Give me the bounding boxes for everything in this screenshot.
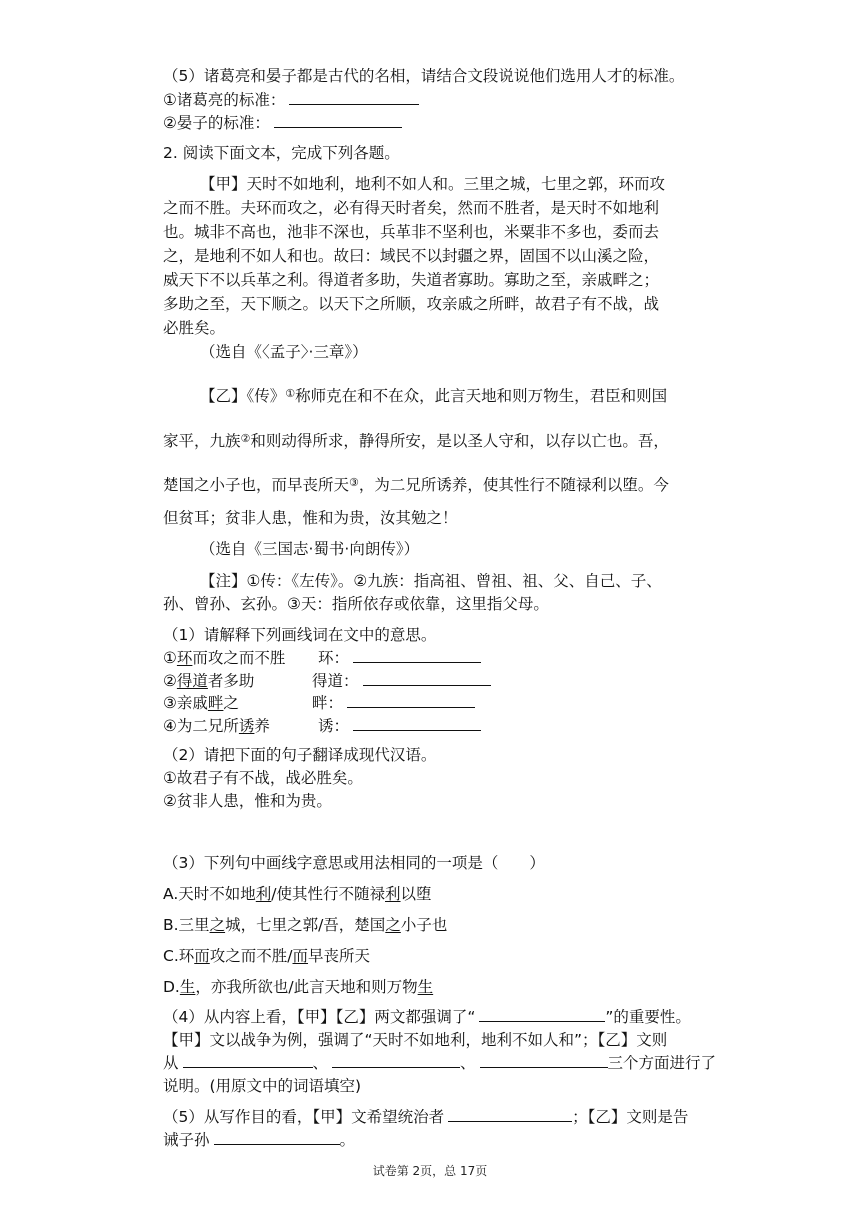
option-text: 早丧所天 bbox=[308, 947, 371, 965]
option-text: A.天时不如地 bbox=[163, 885, 256, 903]
s4-line-4: 说明。(用原文中的词语填空) bbox=[163, 1077, 362, 1095]
s1-item bbox=[163, 692, 239, 714]
s3-option-b[interactable] bbox=[163, 914, 447, 936]
yi-text: 楚国之小子也，而早丧所天 bbox=[163, 476, 350, 494]
s5-line-2 bbox=[163, 1129, 355, 1151]
answer-blank[interactable] bbox=[214, 1130, 340, 1145]
item-text: ① bbox=[163, 649, 177, 667]
s1-item bbox=[163, 715, 270, 737]
s3-option-c[interactable] bbox=[163, 945, 370, 967]
item-text: 者多助 bbox=[207, 672, 255, 690]
page-footer: 试卷第 2页，总 17页 bbox=[372, 1164, 488, 1178]
answer-blank[interactable] bbox=[332, 1053, 460, 1068]
yi-line-3 bbox=[163, 474, 669, 498]
answer-blank[interactable] bbox=[183, 1053, 313, 1068]
q1-5-line-b bbox=[163, 112, 402, 134]
jia-line: 也。城非不高也，池非不深也，兵革非不坚利也，米粟非不多也，委而去 bbox=[163, 223, 660, 241]
underlined-word: 诱 bbox=[238, 717, 255, 735]
s3-option-a[interactable] bbox=[163, 883, 432, 905]
s5-text: （5）从写作目的看，【甲】文希望统治者 bbox=[163, 1108, 445, 1126]
term-label: 诱： bbox=[318, 717, 350, 735]
s3-option-d[interactable] bbox=[163, 976, 433, 998]
s4-text: 、 bbox=[460, 1054, 476, 1072]
footnote-marker: ③ bbox=[349, 476, 359, 489]
option-text: 城，七里之郭/吾，楚国 bbox=[225, 916, 386, 934]
answer-blank[interactable] bbox=[289, 90, 419, 105]
underlined-word: 畔 bbox=[207, 694, 224, 712]
jia-line: 多助之至，天下顺之。以天下之所顺，攻亲戚之所畔，故君子有不战，战 bbox=[163, 295, 660, 313]
option-text: B.三里 bbox=[163, 916, 210, 934]
option-text: /使其性行不随禄 bbox=[271, 885, 386, 903]
s4-text: （4）从内容上看，【甲】【乙】两文都强调了“ bbox=[163, 1008, 476, 1026]
yi-text: 家平，九族 bbox=[163, 432, 241, 450]
underlined-word: 环 bbox=[176, 649, 193, 667]
q2-heading: 2. 阅读下面文本，完成下列各题。 bbox=[163, 144, 400, 162]
option-text: C.环 bbox=[163, 947, 195, 965]
item-text: ④为二兄所 bbox=[163, 717, 239, 735]
item-text: ③亲戚 bbox=[163, 694, 208, 712]
item-text: ② bbox=[163, 672, 177, 690]
term-label: 畔： bbox=[312, 694, 344, 712]
s1-term bbox=[318, 715, 481, 737]
option-text: 以堕 bbox=[400, 885, 432, 903]
s1-term bbox=[312, 670, 491, 692]
footnote-marker: ① bbox=[285, 387, 296, 400]
answer-blank[interactable] bbox=[353, 648, 481, 663]
jia-line: 【甲】天时不如地利，地利不如人和。三里之城，七里之郭，环而攻 bbox=[200, 175, 666, 193]
yi-text: 【乙】《传》 bbox=[200, 387, 286, 405]
underlined-word: 生 bbox=[179, 978, 196, 996]
option-text: 小子也 bbox=[400, 916, 448, 934]
option-text: ，亦我所欲也/此言天地和则万物 bbox=[195, 978, 418, 996]
s4-text: ”的重要性。 bbox=[605, 1008, 691, 1026]
s1-term bbox=[318, 647, 481, 669]
option-text: 攻之而不胜/ bbox=[209, 947, 293, 965]
yi-text: 称师克在和不在众，此言天地和则万物生，君臣和则国 bbox=[295, 387, 668, 405]
jia-line: 之而不胜。夫环而攻之，必有得天时者矣，然而不胜者，是天时不如地利 bbox=[163, 199, 660, 217]
jia-line: 威天下不以兵革之利。得道者多助，失道者寡助。寡助之至，亲戚畔之； bbox=[163, 271, 660, 289]
underlined-word: 之 bbox=[209, 916, 226, 934]
answer-blank[interactable] bbox=[363, 671, 491, 686]
answer-blank[interactable] bbox=[480, 1053, 608, 1068]
answer-blank[interactable] bbox=[347, 693, 475, 708]
answer-blank[interactable] bbox=[353, 716, 481, 731]
footnote-marker: ② bbox=[240, 432, 251, 445]
yi-line-2 bbox=[163, 430, 669, 454]
s2-item: ②贫非人患，惟和为贵。 bbox=[163, 792, 332, 810]
s4-text: 、 bbox=[312, 1054, 329, 1072]
s1-term bbox=[312, 692, 475, 714]
s4-line-2: 【甲】文以战争为例，强调了“天时不如地利，地利不如人和”；【乙】文则 bbox=[163, 1031, 668, 1049]
underlined-word: 利 bbox=[385, 885, 401, 903]
q1-5-a-label: ①诸葛亮的标准： bbox=[163, 91, 286, 109]
s5-line-1 bbox=[163, 1106, 688, 1128]
s4-text: 从 bbox=[163, 1054, 179, 1072]
item-text: 而攻之而不胜 bbox=[192, 649, 286, 667]
s2-prompt: （2）请把下面的句子翻译成现代汉语。 bbox=[163, 746, 437, 764]
option-text: D. bbox=[163, 978, 180, 996]
s5-text: 诫子孙 bbox=[163, 1131, 210, 1149]
item-text: 之 bbox=[223, 694, 239, 712]
answer-blank[interactable] bbox=[479, 1007, 605, 1022]
notes-line: 【注】①传：《左传》。②九族：指高祖、曾祖、祖、父、自己、子、 bbox=[200, 572, 662, 590]
yi-source: （选自《三国志·蜀书·向朗传》） bbox=[200, 540, 420, 558]
underlined-word: 生 bbox=[417, 978, 434, 996]
item-text: 养 bbox=[254, 717, 270, 735]
answer-blank[interactable] bbox=[448, 1107, 572, 1122]
answer-blank[interactable] bbox=[274, 113, 402, 128]
s4-text: 三个方面进行了 bbox=[607, 1054, 717, 1072]
yi-text: 和则动得所求，静得所安，是以圣人守和，以存以亡也。吾， bbox=[250, 432, 669, 450]
underlined-word: 之 bbox=[385, 916, 401, 934]
notes-line: 孙、曾孙、玄孙。③天：指所依存或依靠，这里指父母。 bbox=[163, 595, 549, 613]
s4-line-3 bbox=[163, 1052, 716, 1074]
s2-item: ①故君子有不战，战必胜矣。 bbox=[163, 769, 363, 787]
term-label: 得道： bbox=[312, 672, 359, 690]
s5-text: 。 bbox=[339, 1131, 356, 1149]
yi-text: ，为二兄所诱养，使其性行不随禄利以堕。今 bbox=[358, 476, 669, 494]
yi-line-1 bbox=[200, 385, 667, 409]
underlined-word: 得道 bbox=[176, 672, 208, 690]
s1-item bbox=[163, 670, 254, 692]
underlined-word: 而 bbox=[194, 947, 210, 965]
underlined-word: 而 bbox=[292, 947, 309, 965]
jia-source: （选自《〈孟子〉·三章》） bbox=[200, 343, 368, 361]
q1-5-prompt: （5）诸葛亮和晏子都是古代的名相，请结合文段说说他们选用人才的标准。 bbox=[163, 67, 685, 85]
jia-line: 之，是地利不如人和也。故曰：域民不以封疆之界，固国不以山溪之险， bbox=[163, 247, 660, 265]
s5-text: ；【乙】文则是告 bbox=[572, 1108, 689, 1126]
underlined-word: 利 bbox=[255, 885, 272, 903]
term-label: 环： bbox=[318, 649, 350, 667]
q1-5-line-a bbox=[163, 89, 419, 111]
jia-line: 必胜矣。 bbox=[163, 319, 226, 337]
s1-item bbox=[163, 647, 285, 669]
s1-prompt: （1）请解释下列画线词在文中的意思。 bbox=[163, 626, 437, 644]
yi-line-4: 但贫耳；贫非人患，惟和为贵，汝其勉之！ bbox=[163, 509, 458, 527]
q1-5-b-label: ②晏子的标准： bbox=[163, 114, 270, 132]
s4-line-1 bbox=[163, 1006, 691, 1028]
s3-prompt: （3）下列句中画线字意思或用法相同的一项是（ ） bbox=[163, 854, 545, 872]
